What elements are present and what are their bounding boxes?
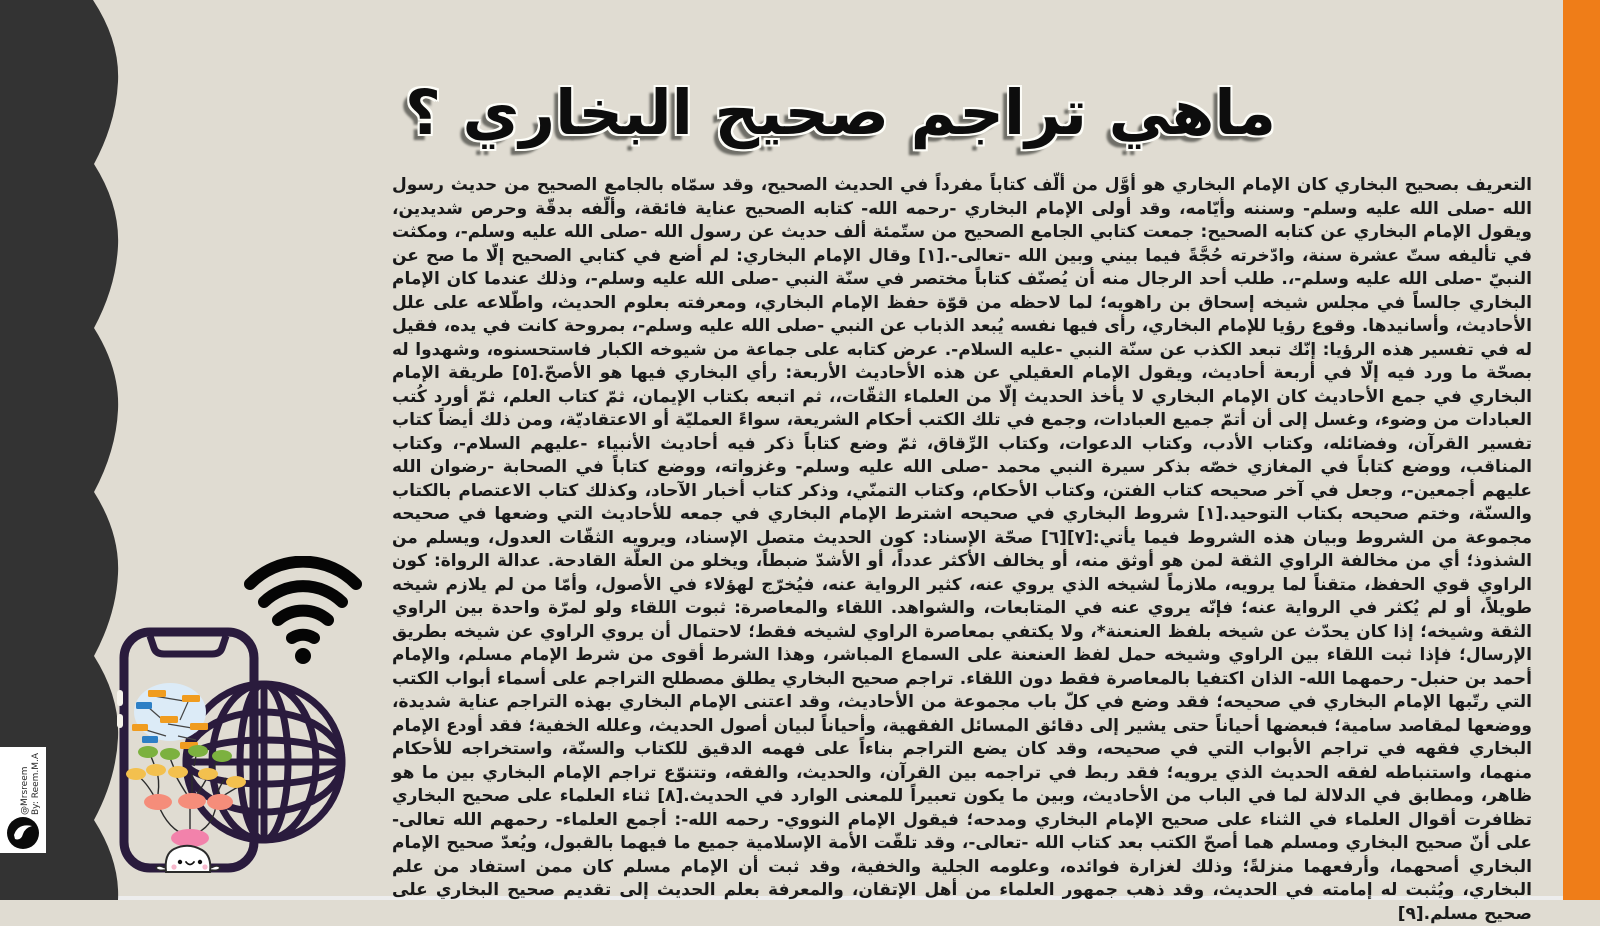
credit-text: [2, 751, 42, 815]
credit-box: [0, 747, 46, 853]
credit-by-line: By: Reem.M.A: [31, 752, 41, 815]
mascot-character: [156, 846, 220, 872]
cloud-flowchart-illustration: [132, 683, 208, 749]
accent-bar: [1563, 0, 1600, 900]
phone-notch: [150, 636, 226, 654]
credit-handle: @Mrsreem: [20, 766, 30, 815]
mindmap-illustration: [126, 745, 246, 847]
page-title: ماهي تراجم صحيح البخاري ؟: [405, 75, 1276, 149]
bird-logo-icon: [5, 815, 41, 851]
body-paragraph: التعريف بصحيح البخاري كان الإمام البخاري هو أوَّل من ألّف كتاباً مفرداً في الحديث الصحيح، وقد سمّاه بالجامع الصحيح من حديث رسول الله -صلى الله عليه وسلم- وسننه وأيّامه، وقد أولى الإمام البخاري -رحمه الله- كتابه الصحيح عناية فائقة، وألّفه بدقّة وحرص شديدين، ويقول الإمام البخاري عن كتابه الصحيح: جمعت كتابي الجامع الصحيح من ستّمئة ألف حديث عن رسول الله -صلى الله عليه وسلم-، ومكثت في تأليفه ستّ عشرة سنة، وادّخرته حُجَّةً فيما بيني وبين الله -تعالى-.[١] وقال الإمام البخاري: لم أضع في كتابي الصحيح إلّا ما صح عن النبيّ -صلى الله عليه وسلم-،. طلب أحد الرجال منه أن يُصنّف كتاباً مختصر في سنّة النبي -صلى الله عليه وسلم-، وذلك عندما كان الإمام البخاري جالساً في مجلس شيخه إسحاق بن راهويه؛ لما لاحظه من قوّة حفظ الإمام البخاري، ومعرفته بعلوم الحديث، واطّلاعه على علل الأحاديث، وأسانيدها. وقوع رؤيا للإمام البخاري، رأى فيها نفسه يُبعد الذباب عن النبي -صلى الله عليه وسلم-، بمروحة كانت في يده، فقيل له في تفسير هذه الرؤيا: إنّك تبعد الكذب عن سنّة النبي -عليه السلام-. عرض كتابه على جماعة من شيوخه الكبار فاستحسنوه، وشهدوا له بصحّة ما ورد فيه إلّا في أربعة أحاديث، ويقول الإمام العقيلي عن هذه الأحاديث الأربعة: رأي البخاري فيها هو الأصحّ.[٥] طريقة الإمام البخاري في جمع الأحاديث كان الإمام البخاري لا يأخذ الحديث إلّا من العلماء الثقّات،، ثم اتبعه بكتاب الإيمان، ثمّ كتاب العلم، ثمّ أورد كُتب العبادات من وضوء، وغسل إلى أن أتمّ جميع العبادات، وجمع في تلك الكتب أحكام الشريعة، سواءً العمليّة أو الاعتقاديّة، ومن ذلك أيضاً كتاب تفسير القرآن، وفضائله، وكتاب الأدب، وكتاب الدعوات، وكتاب الرِّقاق، ثمّ وضع كتاباً ذكر فيه أحاديث الأنبياء -عليهم السلام-، وكتاب المناقب، ووضع كتاباً في المغازي خصّه بذكر سيرة النبي محمد -صلى الله عليه وسلم- وغزواته، ووضع كتاباً في الصحابة -رضوان الله عليهم أجمعين-، وجعل في آخر صحيحه كتاب الفتن، وكتاب الأحكام، وكتاب التمنّي، وذكر كتاب أخبار الآحاد، وكذلك كتاب الاعتصام بالكتاب والسنّة، وختم صحيحه بكتاب التوحيد.[١] شروط البخاري في صحيحه اشترط الإمام البخاري في جمعه للأحاديث التي وضعها في صحيحه مجموعة من الشروط وبيان هذه الشروط فيما يأتي:[٧][٦] صحّة الإسناد: كون الحديث متصل الإسناد، ويرويه الثقّات العدول، ويسلم من الشذوذ؛ أي من مخالفة الراوي الثقة لمن هو أوثق منه، أو يخالف الأكثر عدداً، أو الأشدّ ضبطاً، ويخلو من العلّة القادحة. عدالة الرواة: كون الراوي قوي الحفظ، متقناً لما يرويه، ملازماً لشيخه الذي يروي عنه، كثير الرواية عنه، فيُخرّج لهؤلاء في الأصول، وأمّا من لم يلازم شيخه طويلاً، أو لم يُكثر في الرواية عنه؛ فإنّه يروي عنه في المتابعات، والشواهد. اللقاء والمعاصرة: ثبوت اللقاء ولو لمرّة واحدة بين الراوي الثقة وشيخه؛ إذا كان يحدّث عن شيخه بلفظ العنعنة*، ولا يكتفي بمعاصرة الراوي لشيخه فقط؛ لاحتمال أن يروي الراوي عن شيخه بطريق الإرسال؛ فإذا ثبت اللقاء بين الراوي وشيخه حمل لفظ العنعنة على السماع المباشر، وهذا الشرط أقوى من شرط الإمام مسلم، والإمام أحمد بن حنبل- رحمهما الله- الذان اكتفيا بالمعاصرة فقط دون اللقاء. تراجم صحيح البخاري يطلق مصطلح التراجم على أسماء أبواب الكتب التي رتّبها الإمام البخاري في صحيحه؛ فقد وضع في كلّ باب مجموعة من الأحاديث، وقد اعتنى الإمام البخاري بهذه التراجم عناية شديدة، ووضعها لمقاصد سامية؛ فبعضها أحياناً حتى يشير إلى دقائق المسائل الفقهية، وأحياناً لبيان أصول الحديث، وعلله الخفية؛ فقد أودع الإمام البخاري فقهه في تراجم الأبواب التي في صحيحه، وقد كان يضع التراجم بناءاً على فهمه الدقيق للكتاب والسنّة، واستخراجه للأحكام منهما، واستنباطه لفقه الحديث الذي يرويه؛ فقد ربط في تراجمه بين القرآن، والحديث، والفقه، وتتنوّع تراجم الإمام البخاري بين ما هو ظاهر، ومطابق في الدلالة لما في الباب من الأحاديث، وبين ما يكون تعبيراً للمعنى الوارد في الحديث.[٨] ثناء العلماء على صحيح البخاري تظافرت أقوال العلماء في الثناء على صحيح الإمام البخاري ومدحه؛ فيقول الإمام النووي- رحمه الله-: أجمع العلماء- رحمهم الله تعالى- على أنّ صحيح البخاري ومسلم هما أصحّ الكتب بعد كتاب الله -تعالى-، وقد تلقّت الأمة الإسلامية جميع ما فيهما بالقبول، ويُعدّ صحيح الإمام البخاري أصحهما، وأرفعهما منزلةً؛ وذلك لغزارة فوائده، وعلومه الجلية والخفية، وقد ثبت أن الإمام مسلم كان ممن استفاد من علم البخاري، ويُثبت له إمامته في الحديث، وقد ذهب جمهور العلماء من أهل الإتقان، والمعرفة بعلم الحديث إلى تقديم صحيح البخاري على صحيح مسلم.[٩]: [392, 175, 1533, 924]
smartphone-illustration: [108, 624, 268, 876]
